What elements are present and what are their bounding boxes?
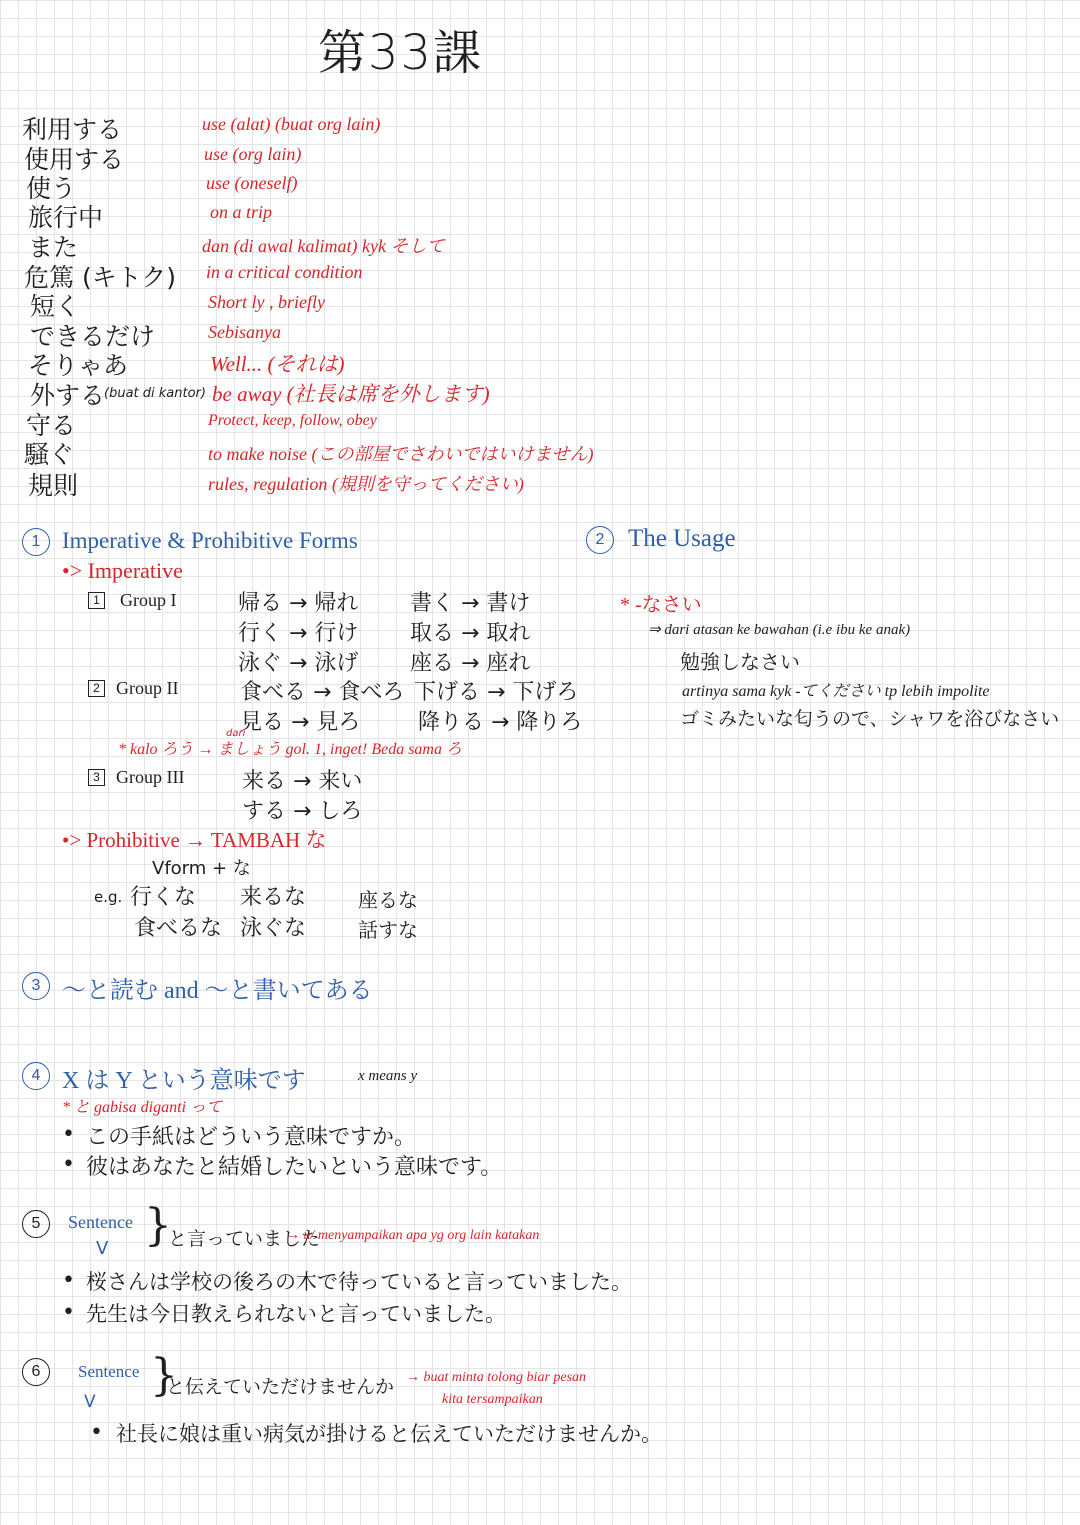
example: 座るな xyxy=(358,888,418,912)
vocab-jp: できるだけ xyxy=(30,322,156,351)
conjugation: 座る → 座れ xyxy=(410,651,531,676)
brace-icon: } xyxy=(150,1350,178,1401)
conjugation: 来る → 来い xyxy=(242,769,363,794)
example: 行くな xyxy=(130,885,197,910)
bullet-dot: • xyxy=(62,1300,75,1325)
imperative-label: •> Imperative xyxy=(62,558,183,583)
prohibitive-label: •> Prohibitive → TAMBAH な xyxy=(62,828,327,852)
group-number-box: 2 xyxy=(88,680,105,697)
vocab-meaning: on a trip xyxy=(210,202,273,222)
vocab-jp: 規則 xyxy=(28,471,79,500)
example-sentence: 先生は今日教えられないと言っていました。 xyxy=(86,1302,506,1326)
nasai-marker: * -なさい xyxy=(620,594,702,616)
conjugation: 泳ぐ → 泳げ xyxy=(238,651,359,676)
section-aside: x means y xyxy=(358,1068,418,1084)
eg-label: e.g. xyxy=(94,888,123,906)
example: 泳ぐな xyxy=(240,916,307,941)
group-label: Group I xyxy=(120,590,177,610)
conjugation: 下げる → 下げろ xyxy=(414,680,579,705)
usage-line: 勉強しなさい xyxy=(680,650,800,674)
example: 話すな xyxy=(358,918,418,942)
vocab-meaning: dan (di awal kalimat) kyk そして xyxy=(202,236,445,256)
usage-line: ゴミみたいな匂うので、シャワを浴びなさい xyxy=(680,708,1060,730)
section-title: The Usage xyxy=(628,525,736,552)
vocab-jp: 守る xyxy=(26,411,77,440)
group-number-box: 1 xyxy=(88,592,105,609)
vocab-note: (buat di kantor) xyxy=(104,386,206,401)
example: 来るな xyxy=(240,885,307,910)
section-number: 4 xyxy=(22,1062,50,1090)
conjugation: 降りる → 降りろ xyxy=(418,710,583,735)
vocab-meaning: use (oneself) xyxy=(206,173,298,193)
section-number: 1 xyxy=(22,528,50,556)
arrow-note: → buat minta tolong biar pesan xyxy=(406,1370,587,1385)
example-sentence: 桜さんは学校の後ろの木で待っていると言っていました。 xyxy=(86,1270,632,1294)
vocab-jp: 短く xyxy=(30,292,81,321)
usage-line: ⇒ dari atasan ke bawahan (i.e ibu ke anak) xyxy=(648,622,911,638)
vocab-jp: 利用する xyxy=(22,115,123,144)
bullet-dot: • xyxy=(62,1152,75,1177)
section-title: X は Y という意味です xyxy=(62,1068,306,1094)
vocab-jp: 使う xyxy=(26,174,77,203)
vocab-meaning: Well... (それは) xyxy=(210,352,345,376)
example: 食べるな xyxy=(134,916,223,941)
v-label: V xyxy=(96,1238,109,1259)
example-sentence: 彼はあなたと結婚したいという意味です。 xyxy=(86,1155,503,1180)
arrow-note: → u/ menyampaikan apa yg org lain katakan xyxy=(286,1228,540,1243)
group-label: Group III xyxy=(116,767,185,787)
section-title: Imperative & Prohibitive Forms xyxy=(62,528,358,553)
usage-line: artinya sama kyk -てください tp lebih impolite xyxy=(682,683,990,700)
bullet-dot: • xyxy=(62,1122,75,1147)
group-number-box: 3 xyxy=(88,769,105,786)
section-note: * と gabisa diganti って xyxy=(62,1099,223,1116)
vocab-meaning: Short ly , briefly xyxy=(208,292,325,312)
section-number: 2 xyxy=(586,526,614,554)
section-number: 3 xyxy=(22,972,50,1000)
page-title: 第33課 xyxy=(318,25,484,81)
section-title: ～と読む and ～と書いてある xyxy=(62,978,373,1004)
sentence-label: Sentence xyxy=(68,1212,133,1232)
vocab-meaning: rules, regulation (規則を守ってください) xyxy=(208,474,524,494)
vocab-meaning: use (org lain) xyxy=(204,144,302,164)
bullet-dot: • xyxy=(62,1268,75,1293)
section-number: 6 xyxy=(22,1358,50,1386)
bullet-dot: • xyxy=(90,1420,103,1445)
example-sentence: 社長に娘は重い病気が掛けると伝えていただけませんか。 xyxy=(116,1422,662,1446)
brace-icon: } xyxy=(144,1200,172,1251)
vocab-jp: 旅行中 xyxy=(28,203,104,232)
pattern-text: と伝えていただけませんか xyxy=(166,1376,395,1398)
vocab-jp: 使用する xyxy=(24,145,125,174)
vocab-meaning: to make noise (この部屋でさわいではいけません) xyxy=(208,444,594,464)
vocab-meaning: use (alat) (buat org lain) xyxy=(202,114,381,134)
conjugation: 食べる → 食べろ xyxy=(240,680,405,705)
conjugation: 取る → 取れ xyxy=(410,621,531,646)
vocab-jp: 騒ぐ xyxy=(24,440,75,469)
vocab-jp: 外する xyxy=(30,381,106,410)
vocab-jp: また xyxy=(28,233,79,262)
conjugation: 見る → 見ろ xyxy=(240,710,361,735)
vform-rule: Vform + な xyxy=(152,858,251,879)
section-number: 5 xyxy=(22,1210,50,1238)
note-dari: dari xyxy=(226,728,246,739)
conjugation: 行く → 行け xyxy=(238,621,359,646)
vocab-meaning: Protect, keep, follow, obey xyxy=(208,412,377,429)
v-label: V xyxy=(84,1392,96,1412)
vocab-meaning: be away (社長は席を外します) xyxy=(212,382,490,406)
group2-note: * kalo ろう → ましょう gol. 1, inget! Beda sama ろ xyxy=(118,741,462,758)
conjugation: する → しろ xyxy=(242,799,363,824)
vocab-jp: 危篤 (キトク) xyxy=(24,263,176,292)
arrow-note: kita tersampaikan xyxy=(442,1392,543,1407)
conjugation: 帰る → 帰れ xyxy=(238,591,359,616)
group-label: Group II xyxy=(116,678,179,698)
example-sentence: この手紙はどういう意味ですか。 xyxy=(86,1125,417,1150)
conjugation: 書く → 書け xyxy=(410,591,531,616)
sentence-label: Sentence xyxy=(78,1362,140,1381)
vocab-jp: そりゃあ xyxy=(28,351,129,380)
vocab-meaning: in a critical condition xyxy=(206,262,363,282)
vocab-meaning: Sebisanya xyxy=(208,322,281,342)
pattern-text: と言っていました xyxy=(168,1228,321,1250)
